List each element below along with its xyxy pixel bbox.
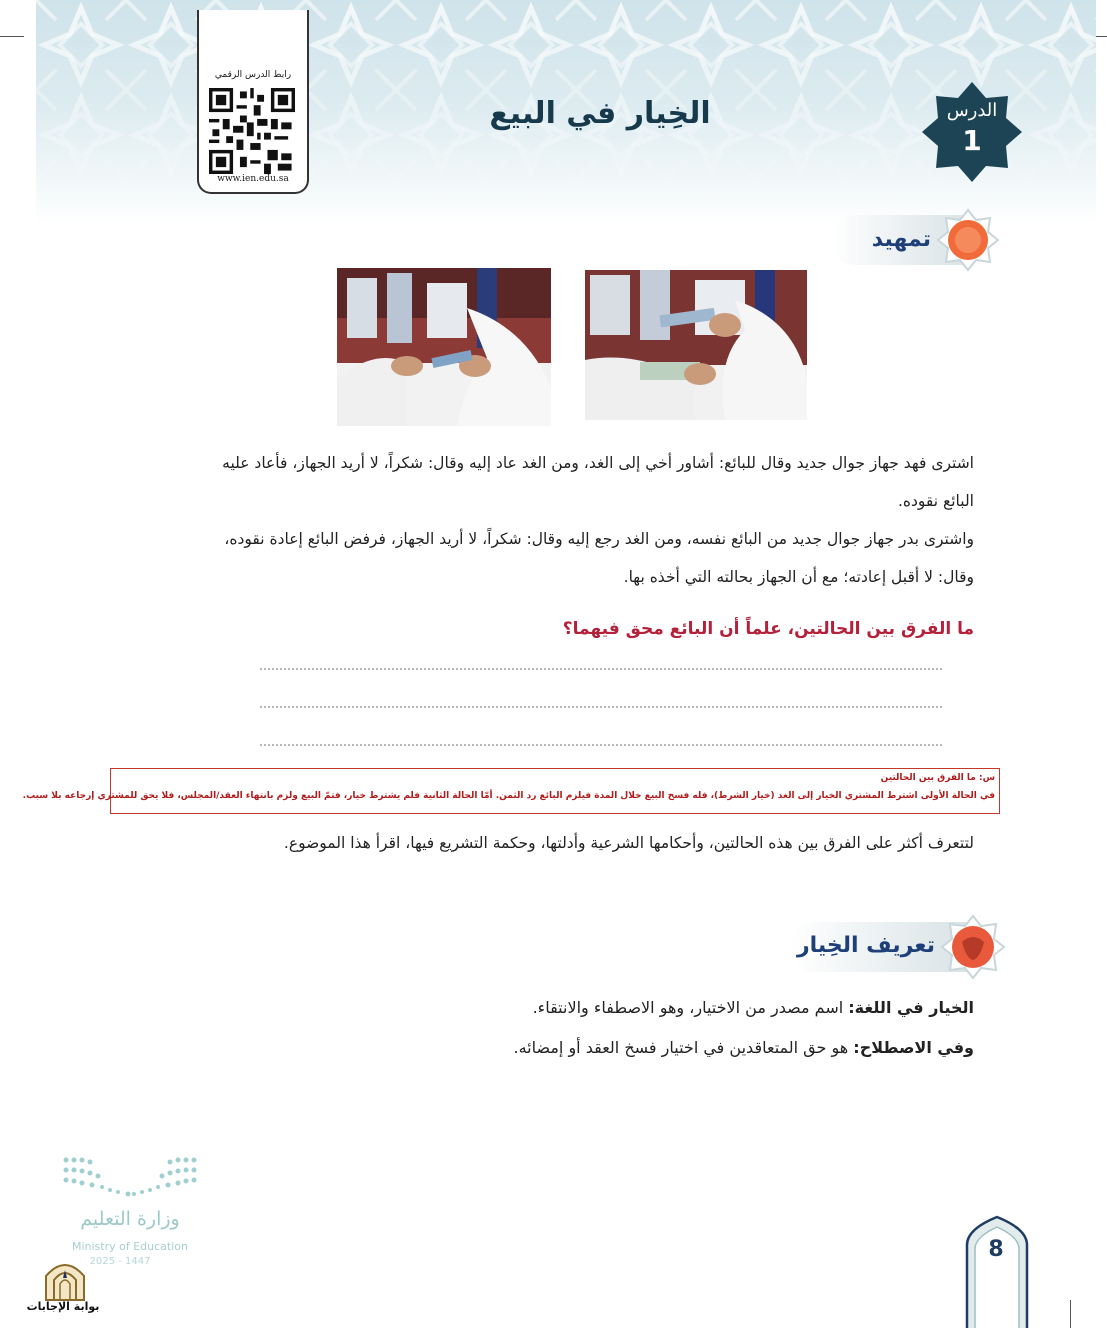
lesson-badge-number: 1: [962, 124, 982, 157]
qr-code-icon[interactable]: [209, 88, 295, 174]
handing-phone-photo: [337, 268, 551, 426]
discussion-question: ما الفرق بين الحالتين، علماً أن البائع محق فيهما؟: [562, 619, 974, 639]
page-number: 8: [988, 1237, 1004, 1262]
ministry-name-en: Ministry of Education: [71, 1240, 188, 1253]
crop-mark: [0, 36, 24, 37]
ministry-dots-logo: [62, 1154, 198, 1200]
lesson-badge-label: الدرس: [946, 100, 998, 121]
photo-handing-phone: [337, 268, 551, 426]
lesson-title: الخِيار في البيع: [489, 96, 711, 131]
definition-language: [533, 998, 974, 1017]
portal-name: بوابة الإجابات: [26, 1300, 100, 1313]
photo-returning-phone: [585, 270, 807, 420]
answer-text: في الحالة الأولى اشترط المشتري الخيار إلى الغد (خيار الشرط)، فله فسخ البيع خلال المدة فيلزم البائع رد الثمن. أمّا الحالة الثانية فلم يشترط خيار، فتمّ البيع ولزم بانتهاء العقد/المجلس، فلا يحق للمشتري إرجاعه بلا سبب.: [22, 791, 995, 801]
ministry-name-ar: وزارة التعليم: [80, 1208, 180, 1230]
page-number-tab: [965, 1215, 1029, 1328]
crop-mark: [1070, 1300, 1071, 1328]
answer-line[interactable]: [260, 668, 942, 670]
portal-mosque-logo: [42, 1256, 88, 1302]
term-label: وفي الاصطلاح:: [853, 1038, 974, 1057]
orange-star-icon: [940, 914, 1006, 980]
qr-card[interactable]: [197, 10, 309, 194]
qr-caption: رابط الدرس الرقمي: [214, 70, 292, 80]
intro-paragraph: [114, 444, 974, 596]
answer-line[interactable]: [260, 706, 942, 708]
answer-box: [22, 768, 1000, 814]
qr-url[interactable]: www.ien.edu.sa: [217, 174, 289, 184]
paragraph-line: وقال: لا أقبل إعادته؛ مع أن الجهاز بحالته التي أخذه بها.: [623, 568, 974, 586]
term-text: اسم مصدر من الاختيار، وهو الاصطفاء والانتقاء.: [532, 998, 844, 1017]
paragraph-line: واشترى بدر جهاز جوال جديد من البائع نفسه، ومن الغد رجع إليه وقال: شكراً، لا أريد الجهاز، فرفض البائع إعادة نقوده،: [224, 530, 974, 548]
closing-sentence: لتتعرف أكثر على الفرق بين هذه الحالتين، وأحكامها الشرعية وأدلتها، وحكمة التشريع فيها، اقرأ هذا الموضوع.: [283, 834, 974, 852]
answer-line[interactable]: [260, 744, 942, 746]
paragraph-line: اشترى فهد جهاز جوال جديد وقال للبائع: أشاور أخي إلى الغد، ومن الغد عاد إليه وقال: شكراً، لا أريد الجهاز، فأعاد عليه: [222, 454, 974, 472]
definition-heading: تعريف الخِيار: [796, 933, 935, 958]
ministry-year: 2025 - 1447: [89, 1256, 151, 1267]
term-label: الخيار في اللغة:: [848, 998, 974, 1017]
paragraph-line: البائع نقوده.: [897, 492, 974, 510]
intro-heading: تمهيد: [871, 227, 931, 252]
answer-label: س: ما الفرق بين الحالتين: [880, 773, 995, 783]
orange-star-icon: [936, 208, 1000, 272]
returning-phone-photo: [585, 270, 807, 420]
term-text: هو حق المتعاقدين في اختيار فسخ العقد أو إمضائه.: [513, 1038, 849, 1057]
definition-terminology: [513, 1038, 974, 1057]
